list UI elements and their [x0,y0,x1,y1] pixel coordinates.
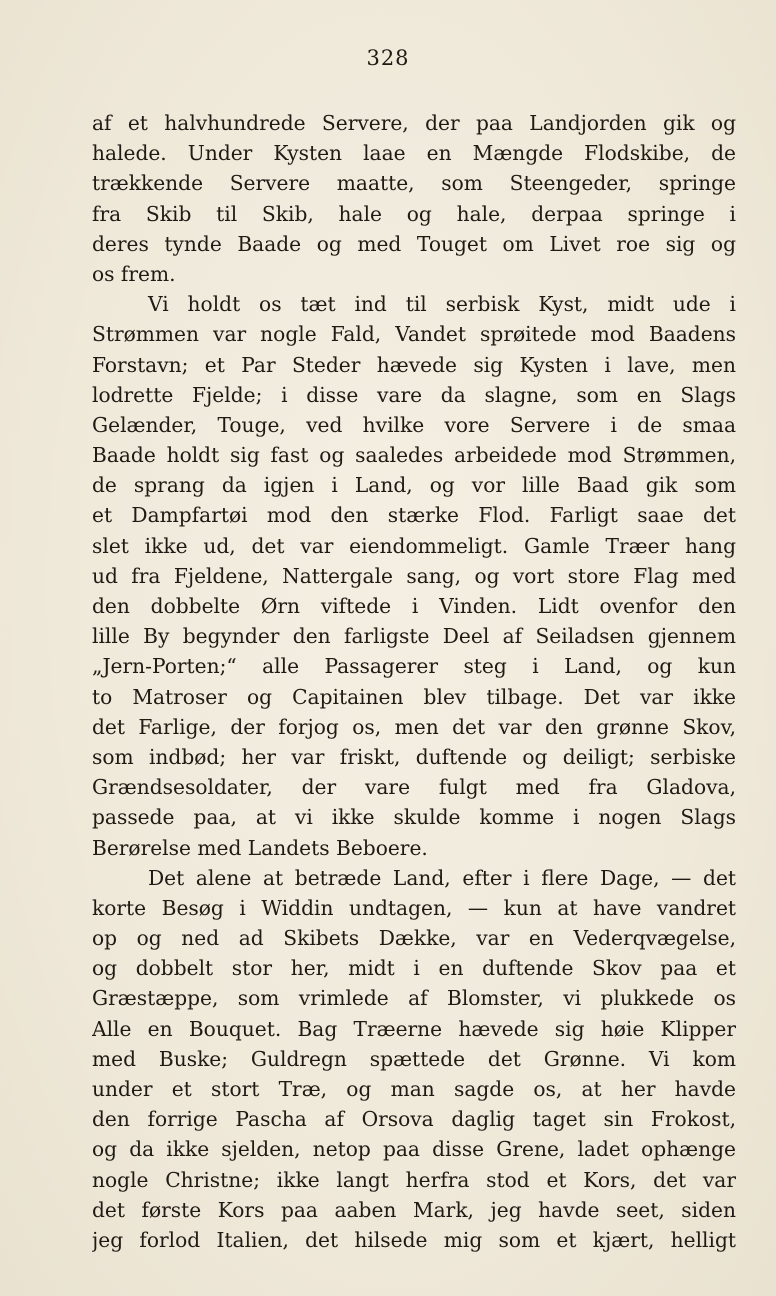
text-line: Grændsesoldater, der vare fulgt med fra Gladova, [92,775,736,800]
text-line: som indbød; her var friskt, duftende og deiligt; serbiske [92,744,736,769]
text-line: Strømmen var nogle Fald, Vandet sprøitede mod Baadens [92,322,736,347]
text-line: den dobbelte Ørn viftede i Vinden. Lidt ovenfor den [92,594,736,618]
text-line: lodrette Fjelde; i disse vare da slagne, som en Slags [92,382,736,407]
text-line: ud fra Fjeldene, Nattergale sang, og vort store Flag med [92,563,736,588]
text-line: og da ikke sjelden, netop paa disse Grene, ladet ophænge [92,1137,736,1162]
text-line: Alle en Bouquet. Bag Træerne hævede sig høie Klipper [92,1016,736,1041]
text-line: det Farlige, der forjog os, men det var den grønne Skov, [92,714,736,739]
text-line: de sprang da igjen i Land, og vor lille Baad gik som [92,473,736,498]
text-line: af et halvhundrede Servere, der paa Landjorden gik og [92,111,736,135]
text-line: to Matroser og Capitainen blev tilbage. Det var ikke [92,684,736,709]
text-line: deres tynde Baade og med Touget om Livet roe sig og [92,231,736,256]
text-line: korte Besøg i Widdin undtagen, — kun at have vandret [92,895,736,920]
text-line: passede paa, at vi ikke skulde komme i nogen Slags [92,805,736,830]
text-line: fra Skib til Skib, hale og hale, derpaa springe i [92,201,736,226]
text-line: slet ikke ud, det var eiendommeligt. Gamle Træer hang [92,533,736,558]
text-line: trækkende Servere maatte, som Steengeder, springe [92,171,736,196]
text-line: Berørelse med Landets Beboere. [92,835,428,860]
text-line: lille By begynder den farligste Deel af Seiladsen gjennem [92,624,736,649]
text-line: os frem. [92,261,176,286]
text-line: det første Kors paa aaben Mark, jeg havde seet, siden [92,1197,736,1222]
text-line: nogle Christne; ikke langt herfra stod et Kors, det var [92,1167,736,1192]
body-text [92,108,736,1255]
page-number: 328 [366,46,410,70]
text-line: halede. Under Kysten laae en Mængde Flodskibe, de [92,141,736,166]
text-line: Forstavn; et Par Steder hævede sig Kysten i lave, men [92,352,736,377]
text-line: Baade holdt sig fast og saaledes arbeidede mod Strømmen, [92,443,736,468]
text-line: Det alene at betræde Land, efter i flere Dage, — det [148,865,736,890]
text-line: jeg forlod Italien, det hilsede mig som et kjært, helligt [92,1227,736,1252]
text-line: op og ned ad Skibets Dække, var en Vederqvægelse, [92,926,736,951]
text-line: og dobbelt stor her, midt i en duftende Skov paa et [92,956,736,981]
text-line: Græstæppe, som vrimlede af Blomster, vi plukkede os [92,986,736,1011]
text-line: „Jern-Porten;“ alle Passagerer steg i Land, og kun [92,654,736,679]
text-line: Vi holdt os tæt ind til serbisk Kyst, midt ude i [148,292,736,317]
text-line: Gelænder, Touge, ved hvilke vore Servere i de smaa [92,412,736,437]
text-line: den forrige Pascha af Orsova daglig taget sin Frokost, [92,1107,736,1132]
text-line: et Dampfartøi mod den stærke Flod. Farligt saae det [92,503,736,528]
text-line: under et stort Træ, og man sagde os, at her havde [92,1077,736,1101]
text-line: med Buske; Guldregn spættede det Grønne. Vi kom [92,1046,736,1071]
